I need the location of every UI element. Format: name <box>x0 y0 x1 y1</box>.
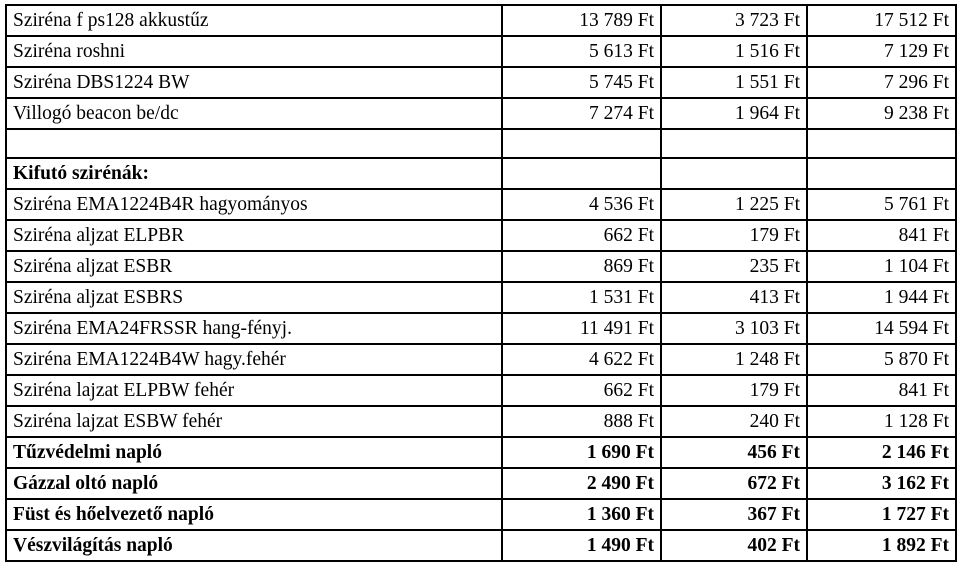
net-price-cell: 1 531 Ft <box>502 282 661 313</box>
gross-price-cell: 7 296 Ft <box>807 67 956 98</box>
product-name-cell: Sziréna lajzat ELPBW fehér <box>6 375 502 406</box>
product-name-cell: Füst és hőelvezető napló <box>6 499 502 530</box>
net-price-cell: 1 490 Ft <box>502 530 661 561</box>
net-price-cell: 13 789 Ft <box>502 5 661 36</box>
gross-price-cell: 3 162 Ft <box>807 468 956 499</box>
price-table <box>5 4 957 562</box>
product-name-cell: Sziréna EMA1224B4W hagy.fehér <box>6 344 502 375</box>
table-row-bold <box>6 499 956 530</box>
product-name-cell: Sziréna lajzat ESBW fehér <box>6 406 502 437</box>
vat-amount-cell: 1 225 Ft <box>661 189 807 220</box>
gross-price-cell: 7 129 Ft <box>807 36 956 67</box>
table-row <box>6 406 956 437</box>
gross-price-cell: 1 104 Ft <box>807 251 956 282</box>
product-name-cell <box>6 129 502 158</box>
vat-amount-cell: 402 Ft <box>661 530 807 561</box>
section-heading: Kifutó szirénák: <box>6 158 502 189</box>
table-row-blank <box>6 129 956 158</box>
net-price-cell: 1 690 Ft <box>502 437 661 468</box>
vat-amount-cell: 1 248 Ft <box>661 344 807 375</box>
gross-price-cell: 5 761 Ft <box>807 189 956 220</box>
product-name-cell: Sziréna aljzat ESBRS <box>6 282 502 313</box>
table-row <box>6 313 956 344</box>
section-heading-row <box>6 158 956 189</box>
gross-price-cell: 1 727 Ft <box>807 499 956 530</box>
gross-price-cell: 1 892 Ft <box>807 530 956 561</box>
vat-amount-cell: 3 723 Ft <box>661 5 807 36</box>
net-price-cell: 2 490 Ft <box>502 468 661 499</box>
net-price-cell: 4 622 Ft <box>502 344 661 375</box>
gross-price-cell: 9 238 Ft <box>807 98 956 129</box>
table-row <box>6 282 956 313</box>
table-row <box>6 375 956 406</box>
vat-amount-cell <box>661 158 807 189</box>
table-row <box>6 220 956 251</box>
net-price-cell: 662 Ft <box>502 375 661 406</box>
vat-amount-cell: 1 516 Ft <box>661 36 807 67</box>
product-name-cell: Sziréna roshni <box>6 36 502 67</box>
gross-price-cell: 1 944 Ft <box>807 282 956 313</box>
table-row <box>6 98 956 129</box>
table-row <box>6 36 956 67</box>
vat-amount-cell: 179 Ft <box>661 220 807 251</box>
gross-price-cell: 841 Ft <box>807 375 956 406</box>
net-price-cell: 7 274 Ft <box>502 98 661 129</box>
net-price-cell: 4 536 Ft <box>502 189 661 220</box>
net-price-cell: 11 491 Ft <box>502 313 661 344</box>
vat-amount-cell: 672 Ft <box>661 468 807 499</box>
price-table-body <box>6 5 956 561</box>
gross-price-cell: 2 146 Ft <box>807 437 956 468</box>
product-name-cell: Tűzvédelmi napló <box>6 437 502 468</box>
vat-amount-cell: 1 964 Ft <box>661 98 807 129</box>
net-price-cell: 1 360 Ft <box>502 499 661 530</box>
gross-price-cell: 1 128 Ft <box>807 406 956 437</box>
vat-amount-cell: 235 Ft <box>661 251 807 282</box>
net-price-cell: 662 Ft <box>502 220 661 251</box>
gross-price-cell: 841 Ft <box>807 220 956 251</box>
product-name-cell: Sziréna aljzat ELPBR <box>6 220 502 251</box>
product-name-cell: Sziréna EMA1224B4R hagyományos <box>6 189 502 220</box>
vat-amount-cell: 413 Ft <box>661 282 807 313</box>
net-price-cell: 869 Ft <box>502 251 661 282</box>
table-row-bold <box>6 437 956 468</box>
net-price-cell: 5 613 Ft <box>502 36 661 67</box>
table-row <box>6 67 956 98</box>
table-row <box>6 251 956 282</box>
product-name-cell: Sziréna EMA24FRSSR hang-fényj. <box>6 313 502 344</box>
net-price-cell: 888 Ft <box>502 406 661 437</box>
gross-price-cell: 14 594 Ft <box>807 313 956 344</box>
product-name-cell: Villogó beacon be/dc <box>6 98 502 129</box>
product-name-cell: Sziréna aljzat ESBR <box>6 251 502 282</box>
table-row <box>6 344 956 375</box>
gross-price-cell: 5 870 Ft <box>807 344 956 375</box>
net-price-cell: 5 745 Ft <box>502 67 661 98</box>
table-row-bold <box>6 530 956 561</box>
vat-amount-cell: 3 103 Ft <box>661 313 807 344</box>
product-name-cell: Vészvilágítás napló <box>6 530 502 561</box>
table-row <box>6 5 956 36</box>
table-row-bold <box>6 468 956 499</box>
vat-amount-cell: 456 Ft <box>661 437 807 468</box>
gross-price-cell <box>807 129 956 158</box>
product-name-cell: Gázzal oltó napló <box>6 468 502 499</box>
vat-amount-cell: 179 Ft <box>661 375 807 406</box>
product-name-cell: Sziréna f ps128 akkustűz <box>6 5 502 36</box>
gross-price-cell: 17 512 Ft <box>807 5 956 36</box>
table-row <box>6 189 956 220</box>
vat-amount-cell <box>661 129 807 158</box>
gross-price-cell <box>807 158 956 189</box>
net-price-cell <box>502 129 661 158</box>
product-name-cell: Sziréna DBS1224 BW <box>6 67 502 98</box>
vat-amount-cell: 367 Ft <box>661 499 807 530</box>
vat-amount-cell: 1 551 Ft <box>661 67 807 98</box>
net-price-cell <box>502 158 661 189</box>
vat-amount-cell: 240 Ft <box>661 406 807 437</box>
